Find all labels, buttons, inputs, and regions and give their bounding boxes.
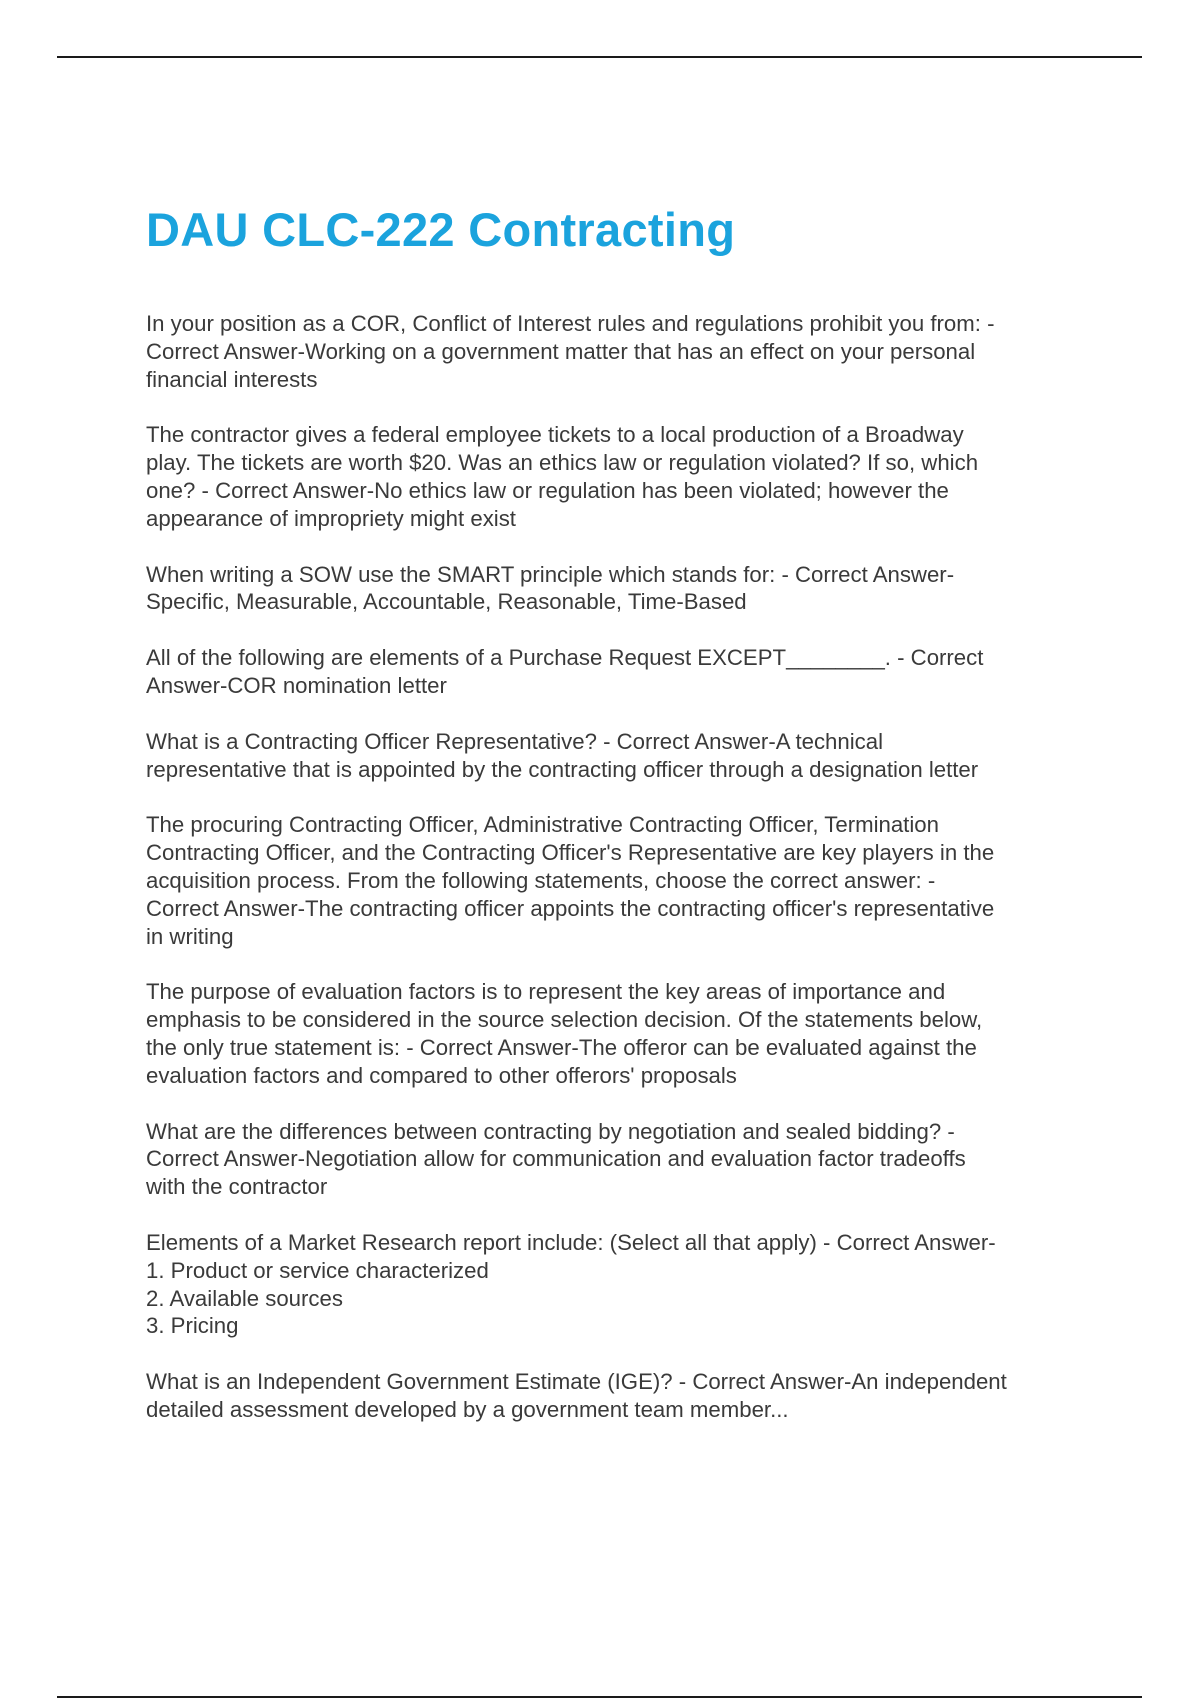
qa-item-7: The purpose of evaluation factors is to represent the key areas of importance and emphasis to be considered in the source selection decision. Of the statements below, the only true statement is: - Correct Answer-The offeror can be evaluated against the evaluation factors and compared to other offerors' proposals xyxy=(146,979,983,1088)
qa-item-8: What are the differences between contracting by negotiation and sealed bidding? - Correct Answer-Negotiation allow for communication and evaluation factor tradeoffs with the contractor xyxy=(146,1118,966,1200)
qa-item-6: The procuring Contracting Officer, Administrative Contracting Officer, Termination Contracting Officer, and the Contracting Officer's Representative are key players in the acquisition process. From the following statements, choose the correct answer: - Correct Answer-The contracting officer appoints the contracting officer's representative in writing xyxy=(146,812,995,949)
qa-item-4: All of the following are elements of a Purchase Request EXCEPT________. - Correct Answer-COR nomination letter xyxy=(146,645,984,698)
bottom-rule xyxy=(57,1696,1142,1698)
qa-item-2: The contractor gives a federal employee tickets to a local production of a Broadway play. The tickets are worth $20. Was an ethics law or regulation violated? If so, which one? - Correct Answer-No ethics law or regulation has been violated; however the appearance of impropriety might exist xyxy=(146,422,979,531)
qa-item-1: In your position as a COR, Conflict of Interest rules and regulations prohibit you from: - Correct Answer-Working on a government matter that has an effect on your personal financial interests xyxy=(146,311,995,392)
qa-item-10: What is an Independent Government Estimate (IGE)? - Correct Answer-An independent detailed assessment developed by a government team member... xyxy=(146,1369,1007,1422)
document-title: DAU CLC-222 Contracting xyxy=(146,203,736,256)
qa-item-5: What is a Contracting Officer Representative? - Correct Answer-A technical representative that is appointed by the contracting officer through a designation letter xyxy=(146,728,979,782)
top-rule xyxy=(57,56,1142,58)
document-body xyxy=(146,198,1096,1452)
qa-list xyxy=(146,310,1096,1424)
qa-item-9: Elements of a Market Research report include: (Select all that apply) - Correct Answer- 1. Product or service characterized 2. Available sources 3. Pricing xyxy=(146,1229,996,1339)
qa-item-3: When writing a SOW use the SMART principle which stands for: - Correct Answer- Specific, Measurable, Accountable, Reasonable, Time-Based xyxy=(146,561,955,615)
